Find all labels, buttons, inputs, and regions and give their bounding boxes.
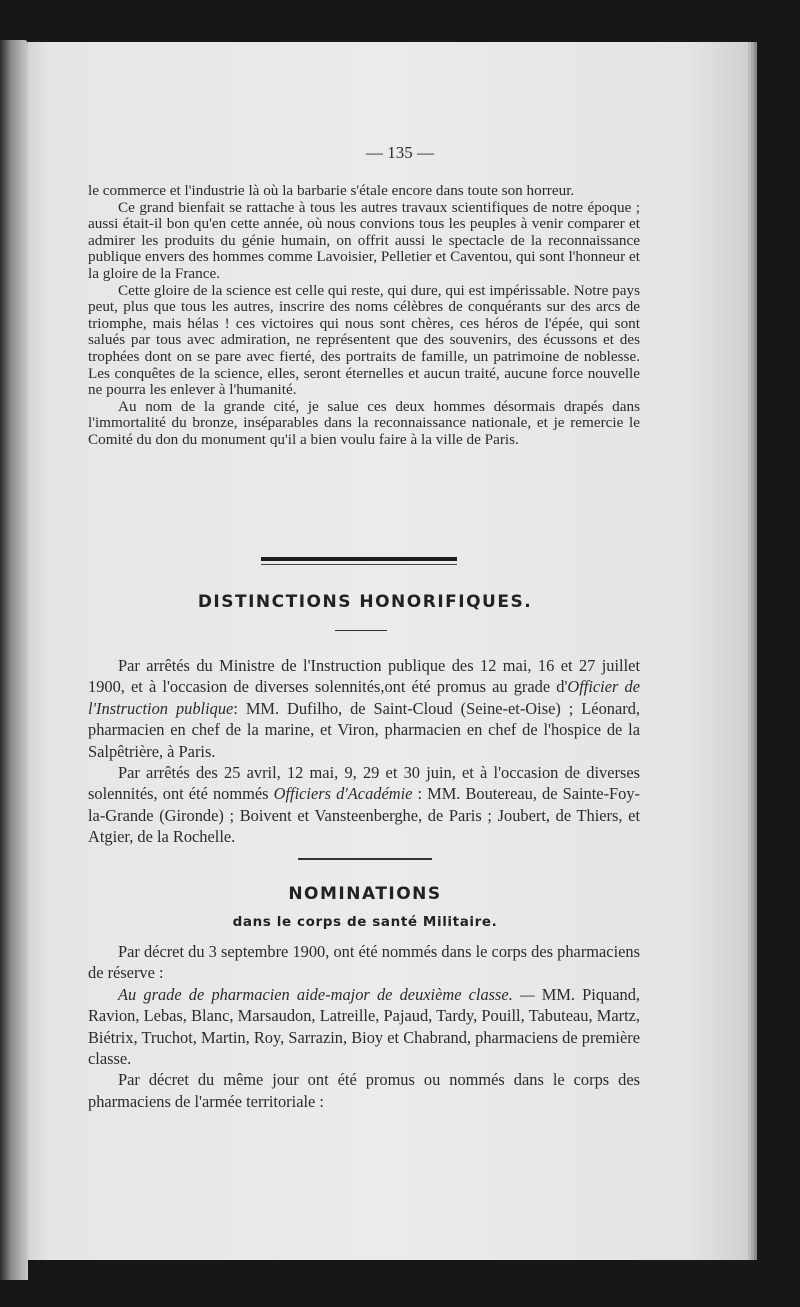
intro-text (88, 183, 640, 449)
distinctions-text (88, 655, 640, 848)
page-number: — 135 — (366, 143, 434, 162)
distinctions-p2-italic: Officiers d'Académie (273, 784, 413, 804)
intro-paragraph-2: Cette gloire de la science est celle qui reste, qui dure, qui est impérissable. Notre pays peut, plus que tous les autres, inscrire des noms célèbres de conquérants sur des arcs de triomphe, mais hélas ! ces victoires qui nous sont chères, ces héros de l'épée, qui sont salués par tous avec admiration, ne représentent que des souvenirs, des écussons et des trophées dont on se pare avec fierté, des portraits de famille, un patrimoine de noblesse. Les conquêtes de la science, elles, seront éternelles et aucun traité, aucune force nouvelle ne pourra les enlever à l'humanité. (88, 281, 640, 399)
heading-underline (335, 630, 387, 631)
nominations-subheading: dans le corps de santé Militaire. (232, 914, 498, 930)
distinctions-paragraph-2 (88, 762, 640, 848)
intro-paragraph-1: Ce grand bienfait se rattache à tous les autres travaux scientifiques de notre époque ; aussi était-il bon qu'en cette année, où nous convions tous les peuples à venir comparer et admirer les produits du génie humain, on offrit aussi le spectacle de la reconnaissance publique envers des hommes comme Lavoisier, Pelletier et Caventou, qui sont l'honneur et la gloire de la France. (88, 198, 640, 282)
distinctions-heading: DISTINCTIONS HONORIFIQUES. (197, 592, 533, 612)
distinctions-paragraph-1 (88, 655, 640, 762)
section-divider-thick (261, 557, 457, 561)
intro-paragraph-0: le commerce et l'industrie là où la barbarie s'étale encore dans toute son horreur. (88, 182, 575, 199)
distinctions-p1-italic: Officier de l'Instruction publique (88, 677, 640, 718)
left-page-edge (0, 40, 28, 1280)
nominations-paragraph-1: Par décret du 3 septembre 1900, ont été nommés dans le corps des pharmaciens de réserve : (88, 942, 640, 983)
nominations-paragraph-3: Par décret du même jour ont été promus ou nommés dans le corps des pharmaciens de l'armée territoriale : (88, 1070, 640, 1111)
section-divider-short (298, 858, 432, 860)
intro-paragraph-3: Au nom de la grande cité, je salue ces deux hommes désormais drapés dans l'immortalité du bronze, inséparables dans la reconnaissance nationale, et je remercie le Comité du don du monument qu'il a bien voulu faire à la ville de Paris. (88, 397, 640, 448)
distinctions-p1-text-after: : MM. Dufilho, de Saint-Cloud (Seine-et-Oise) ; Léonard, pharmacien en chef de la marine, et Viron, pharmacien en chef de l'hospice de la Salpêtrière, à Paris. (88, 698, 640, 761)
nominations-paragraph-2 (88, 984, 640, 1070)
distinctions-p2-text-after: : MM. Boutereau, de Sainte-Foy-la-Grande (Gironde) ; Boivent et Vansteenberghe, de Paris ; Joubert, de Thiers, et Atgier, de la Rochelle. (88, 784, 640, 847)
distinctions-p1-text: Par arrêtés du Ministre de l'Instruction publique des 12 mai, 16 et 27 juillet 1900, et à l'occasion de diverses solennités,ont été promus au grade d' (88, 656, 640, 697)
nominations-p2-italic: Au grade de pharmacien aide-major de deuxième classe. — (118, 984, 535, 1004)
distinctions-p2-text: Par arrêtés des 25 avril, 12 mai, 9, 29 et 30 juin, et à l'occasion de diverses solennités, ont été nommés (88, 763, 640, 804)
nominations-p2-text: MM. Piquand, Ravion, Lebas, Blanc, Marsaudon, Latreille, Pajaud, Tardy, Pouill, Tabuteau, Martz, Biétrix, Truchot, Martin, Roy, Sarrazin, Bioy et Chabrand, pharmaciens de première classe. (88, 984, 640, 1069)
section-divider-thin (261, 564, 457, 565)
nominations-heading: NOMINATIONS (288, 884, 442, 904)
nominations-text (88, 941, 640, 1112)
